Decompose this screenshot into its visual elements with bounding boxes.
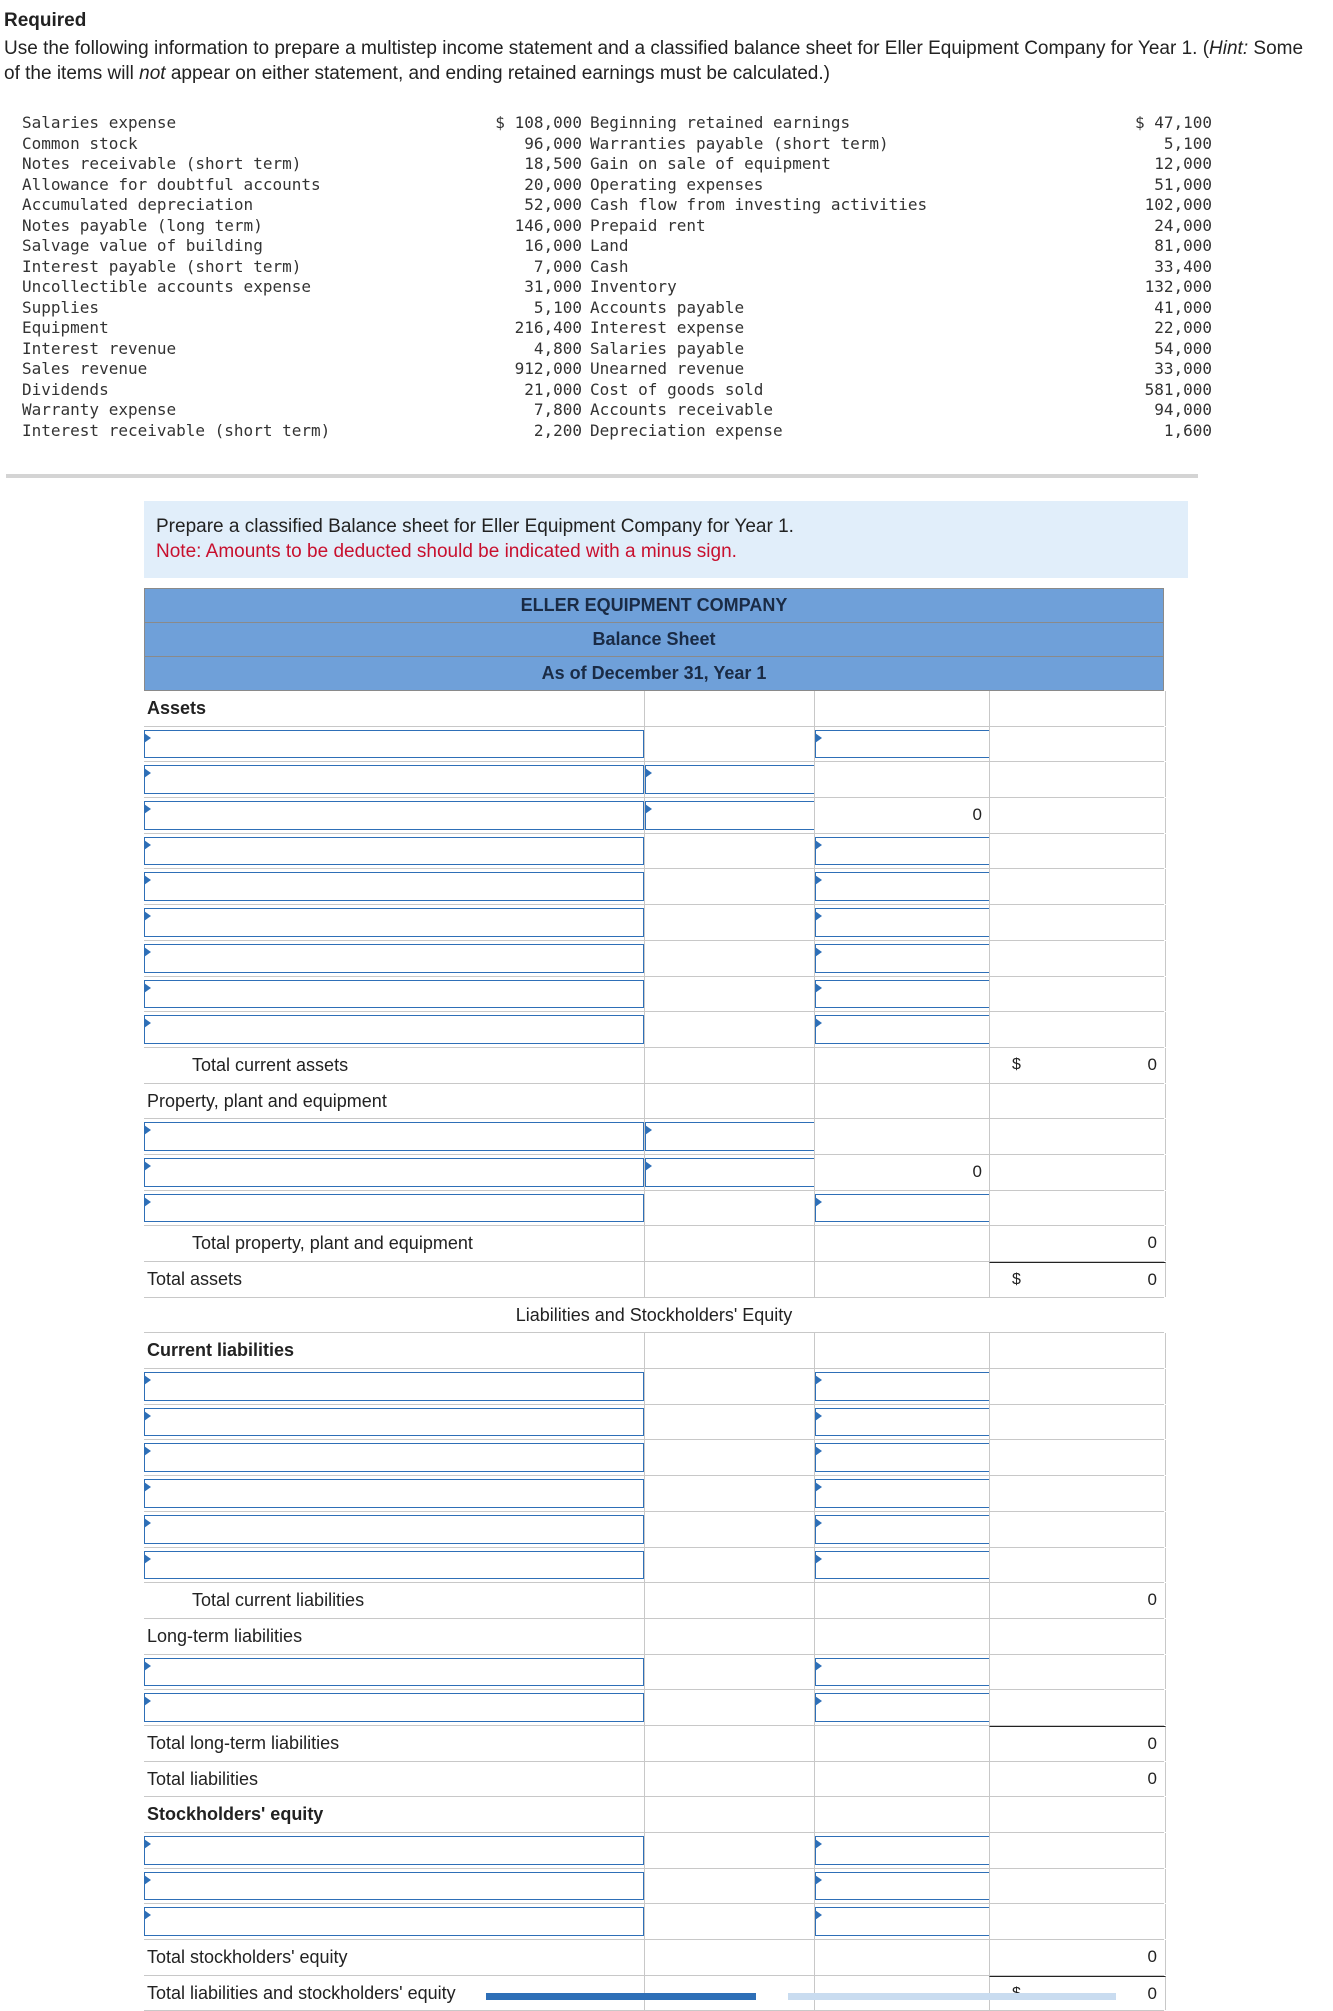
amount-input[interactable] <box>815 837 990 866</box>
given-row <box>22 195 1212 216</box>
lt-liab-heading: Long-term liabilities <box>147 1625 303 1646</box>
given-amount: 81,000 <box>1154 236 1212 255</box>
given-row <box>22 400 1212 421</box>
given-label: Interest payable (short term) <box>22 256 302 276</box>
given-row <box>22 298 1212 319</box>
statement-name: Balance Sheet <box>144 622 1164 656</box>
given-label: Supplies <box>22 297 100 317</box>
given-label: Allowance for doubtful accounts <box>22 174 321 194</box>
account-select[interactable] <box>144 1194 644 1223</box>
given-label: Accounts receivable <box>590 400 774 419</box>
given-label: Salvage value of building <box>22 236 263 255</box>
current-liab-row <box>144 1440 1164 1476</box>
total-liab-value: 0 <box>1147 1768 1157 1788</box>
given-amount: 16,000 <box>524 236 582 255</box>
balance-sheet <box>144 588 1164 2011</box>
given-label: Notes payable (long term) <box>22 215 263 235</box>
ppe-row <box>144 1119 1164 1155</box>
given-amount: 12,000 <box>1154 154 1212 173</box>
amount-input[interactable] <box>815 1408 990 1437</box>
currency-symbol: $ <box>1012 1055 1021 1073</box>
amount-input[interactable] <box>815 1872 990 1901</box>
account-select[interactable] <box>144 1693 644 1722</box>
total-liab-se-value: 0 <box>1147 1983 1157 2003</box>
req-text-b: Some of the items will <box>4 38 1304 84</box>
given-amount: 5,100 <box>1163 133 1212 153</box>
instruction-text: Prepare a classified Balance sheet for Eller Equipment Company for Year 1. <box>156 516 794 537</box>
given-row <box>22 154 1212 175</box>
instruction-note: Note: Amounts to be deducted should be indicated with a minus sign. <box>156 541 737 562</box>
given-label: Prepaid rent <box>590 215 706 235</box>
given-label: Dividends <box>22 379 109 399</box>
given-amount: 94,000 <box>1154 400 1212 419</box>
amount-input[interactable] <box>645 765 815 794</box>
given-label: Sales revenue <box>22 359 148 378</box>
asset-row <box>144 727 1164 763</box>
current-liab-row <box>144 1512 1164 1548</box>
req-text-a: Use the following information to prepare a multistep income statement and a classified balance sheet for Eller Equipment Company for Year 1. ( <box>4 38 1210 59</box>
account-select[interactable] <box>144 944 644 973</box>
total-assets-row <box>144 1262 1164 1298</box>
net-receivable-value: 0 <box>972 805 982 825</box>
account-select[interactable] <box>144 1836 644 1865</box>
total-current-assets-label: Total current assets <box>192 1054 349 1075</box>
amount-input[interactable] <box>815 1479 990 1508</box>
current-liab-row <box>144 1405 1164 1441</box>
given-amount: 102,000 <box>1144 195 1212 214</box>
total-assets-value: 0 <box>1147 1270 1157 1289</box>
hint-emphasis: not <box>139 63 166 84</box>
currency-symbol: $ <box>1012 1271 1021 1288</box>
ppe-heading: Property, plant and equipment <box>147 1090 387 1111</box>
total-current-liab-label: Total current liabilities <box>192 1590 365 1611</box>
given-amount: 216,400 <box>514 318 582 337</box>
lt-liab-row <box>144 1655 1164 1691</box>
given-row <box>22 359 1212 380</box>
account-select[interactable] <box>144 765 644 794</box>
given-label: Cost of goods sold <box>590 379 764 399</box>
liab-equity-heading-row <box>144 1298 1164 1334</box>
given-amount: 22,000 <box>1154 318 1212 337</box>
asset-row <box>144 869 1164 905</box>
total-ppe-label: Total property, plant and equipment <box>192 1233 473 1254</box>
given-amount: 4,800 <box>533 338 582 358</box>
given-amount: 581,000 <box>1144 379 1212 399</box>
asset-row <box>144 834 1164 870</box>
asset-row <box>144 905 1164 941</box>
assets-heading: Assets <box>147 698 207 718</box>
next-button[interactable] <box>788 1993 1116 2000</box>
instruction-box <box>144 501 1188 578</box>
given-amount: 33,400 <box>1154 256 1212 276</box>
req-text-c: appear on either statement, and ending retained earnings must be calculated.) <box>165 63 830 84</box>
given-row <box>22 380 1212 401</box>
given-amount: 1,600 <box>1163 420 1212 440</box>
total-se-value: 0 <box>1147 1947 1157 1967</box>
given-label: Notes receivable (short term) <box>22 154 302 173</box>
given-row <box>22 113 1212 134</box>
given-amount: 33,000 <box>1154 359 1212 378</box>
amount-input[interactable] <box>815 1015 990 1044</box>
given-row <box>22 257 1212 278</box>
account-select[interactable] <box>144 1443 644 1472</box>
given-row <box>22 318 1212 339</box>
asset-row <box>144 1012 1164 1048</box>
given-label: Warranties payable (short term) <box>590 133 889 153</box>
ppe-row <box>144 1191 1164 1227</box>
account-select[interactable] <box>144 730 644 759</box>
given-amount: 20,000 <box>524 174 582 194</box>
account-select[interactable] <box>144 872 644 901</box>
total-lt-liab-value: 0 <box>1147 1733 1157 1753</box>
given-label: Interest revenue <box>22 338 177 358</box>
current-liab-heading-row <box>144 1333 1164 1369</box>
given-amount: 24,000 <box>1154 215 1212 235</box>
given-label: Land <box>590 236 629 255</box>
account-select[interactable] <box>144 980 644 1009</box>
required-instructions <box>4 36 1324 86</box>
given-amount: 52,000 <box>524 195 582 214</box>
given-label: Interest receivable (short term) <box>22 420 331 440</box>
given-amount: 912,000 <box>514 359 582 378</box>
given-label: Depreciation expense <box>590 420 783 440</box>
amount-input[interactable] <box>815 1836 990 1865</box>
se-row <box>144 1904 1164 1940</box>
given-label: Cash flow from investing activities <box>590 195 928 214</box>
given-label: Equipment <box>22 318 109 337</box>
lt-liab-heading-row <box>144 1619 1164 1655</box>
total-lt-liab-label: Total long-term liabilities <box>147 1732 340 1753</box>
given-label: Unearned revenue <box>590 359 745 378</box>
given-label: Warranty expense <box>22 400 177 419</box>
given-row <box>22 277 1212 298</box>
total-current-liab-row <box>144 1583 1164 1619</box>
current-liab-row <box>144 1548 1164 1584</box>
total-liab-label: Total liabilities <box>147 1768 259 1789</box>
given-row <box>22 339 1212 360</box>
given-label: Uncollectible accounts expense <box>22 277 311 296</box>
asset-row <box>144 762 1164 798</box>
given-label: Inventory <box>590 277 677 296</box>
given-row <box>22 236 1212 257</box>
amount-input[interactable] <box>815 1372 990 1401</box>
lt-liab-row <box>144 1690 1164 1726</box>
required-heading: Required <box>4 10 87 31</box>
ppe-heading-row <box>144 1084 1164 1120</box>
given-amount: 96,000 <box>524 133 582 153</box>
asset-row <box>144 798 1164 834</box>
amount-input[interactable] <box>815 1194 990 1223</box>
amount-input[interactable] <box>815 980 990 1009</box>
given-amount: 2,200 <box>533 420 582 440</box>
account-select[interactable] <box>144 1872 644 1901</box>
amount-input[interactable] <box>815 908 990 937</box>
given-label: Salaries payable <box>590 338 745 358</box>
total-se-label: Total stockholders' equity <box>147 1947 348 1968</box>
ppe-row <box>144 1155 1164 1191</box>
given-amount: 54,000 <box>1154 338 1212 358</box>
given-row <box>22 175 1212 196</box>
given-amount: 7,800 <box>533 400 582 419</box>
account-select[interactable] <box>144 1122 644 1151</box>
prev-button[interactable] <box>486 1993 756 2000</box>
given-row <box>22 216 1212 237</box>
amount-input[interactable] <box>645 801 815 830</box>
given-amount: 21,000 <box>524 379 582 399</box>
given-amount: 41,000 <box>1154 297 1212 317</box>
amount-input[interactable] <box>815 1658 990 1687</box>
amount-input[interactable] <box>645 1158 815 1187</box>
given-label: Operating expenses <box>590 174 764 194</box>
amount-input[interactable] <box>645 1122 815 1151</box>
se-row <box>144 1833 1164 1869</box>
given-label: Salaries expense <box>22 113 177 132</box>
given-label: Beginning retained earnings <box>590 113 851 132</box>
account-select[interactable] <box>144 1907 644 1936</box>
given-amount: 51,000 <box>1154 174 1212 194</box>
account-select[interactable] <box>144 837 644 866</box>
total-current-assets-row <box>144 1048 1164 1084</box>
account-select[interactable] <box>144 1015 644 1044</box>
given-amount: $ 108,000 <box>495 113 582 132</box>
amount-input[interactable] <box>815 730 990 759</box>
amount-input[interactable] <box>815 944 990 973</box>
given-label: Accounts payable <box>590 297 745 317</box>
given-label: Accumulated depreciation <box>22 195 254 214</box>
given-amount: 132,000 <box>1144 277 1212 296</box>
se-heading-row <box>144 1797 1164 1833</box>
asset-row <box>144 977 1164 1013</box>
total-current-assets-value: 0 <box>1147 1054 1157 1074</box>
account-select[interactable] <box>144 908 644 937</box>
given-amount: 31,000 <box>524 277 582 296</box>
total-lt-liab-row <box>144 1726 1164 1762</box>
amount-input[interactable] <box>815 1443 990 1472</box>
account-select[interactable] <box>144 1515 644 1544</box>
given-amount: 5,100 <box>533 297 582 317</box>
given-label: Gain on sale of equipment <box>590 154 831 173</box>
account-select[interactable] <box>144 1551 644 1580</box>
section-divider <box>6 474 1198 478</box>
account-select[interactable] <box>144 801 644 830</box>
given-amount: $ 47,100 <box>1134 113 1212 132</box>
current-liab-heading: Current liabilities <box>147 1340 295 1361</box>
amount-input[interactable] <box>815 1693 990 1722</box>
account-select[interactable] <box>144 1658 644 1687</box>
se-row <box>144 1869 1164 1905</box>
asset-row <box>144 941 1164 977</box>
given-row <box>22 134 1212 155</box>
account-select[interactable] <box>144 1372 644 1401</box>
given-amount: 7,000 <box>533 256 582 276</box>
account-select[interactable] <box>144 1479 644 1508</box>
total-assets-label: Total assets <box>147 1269 243 1289</box>
account-select[interactable] <box>144 1408 644 1437</box>
given-label: Common stock <box>22 133 138 153</box>
amount-input[interactable] <box>815 872 990 901</box>
given-data-table <box>22 113 1212 441</box>
se-heading: Stockholders' equity <box>147 1804 324 1825</box>
amount-input[interactable] <box>815 1551 990 1580</box>
current-liab-row <box>144 1476 1164 1512</box>
net-equipment-value: 0 <box>972 1161 982 1181</box>
company-name: ELLER EQUIPMENT COMPANY <box>144 588 1164 622</box>
statement-date: As of December 31, Year 1 <box>144 656 1164 691</box>
total-ppe-row <box>144 1226 1164 1262</box>
given-label: Interest expense <box>590 318 745 337</box>
given-amount: 18,500 <box>524 154 582 173</box>
hint-label: Hint: <box>1209 38 1249 59</box>
account-select[interactable] <box>144 1158 644 1187</box>
total-liab-se-label: Total liabilities and stockholders' equity <box>147 1982 456 2003</box>
total-current-liab-value: 0 <box>1147 1590 1157 1610</box>
liab-equity-heading: Liabilities and Stockholders' Equity <box>515 1304 793 1325</box>
total-liab-row <box>144 1762 1164 1798</box>
total-se-row <box>144 1940 1164 1976</box>
amount-input[interactable] <box>815 1907 990 1936</box>
total-ppe-value: 0 <box>1147 1233 1157 1253</box>
current-liab-row <box>144 1369 1164 1405</box>
given-amount: 146,000 <box>514 215 582 235</box>
amount-input[interactable] <box>815 1515 990 1544</box>
assets-heading-row <box>144 691 1164 727</box>
given-row <box>22 421 1212 442</box>
given-label: Cash <box>590 256 629 276</box>
